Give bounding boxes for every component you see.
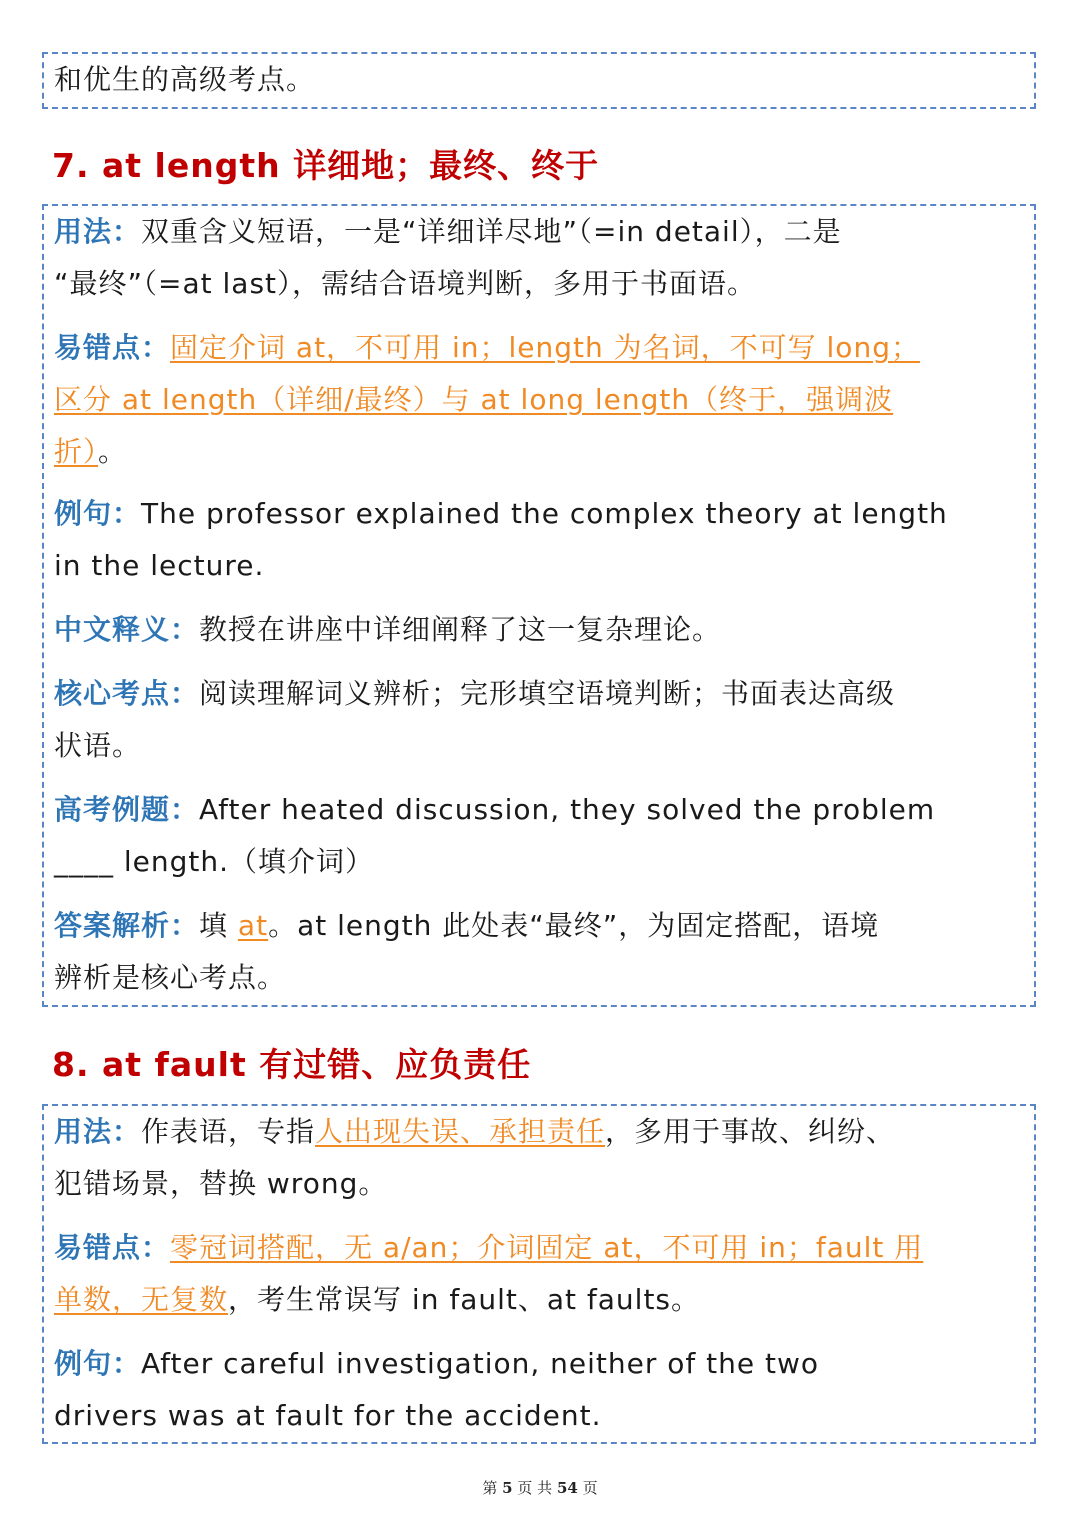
answer-line-2: 辨析是核心考点。 [54, 961, 287, 994]
footer-post: 页 [582, 1479, 598, 1497]
usage-text: 双重含义短语，一是“详细详尽地”（=in detail），二是 [141, 215, 842, 248]
meaning-text: 教授在讲座中详细阐释了这一复杂理论。 [199, 613, 722, 646]
example-line-2: drivers was at fault for the accident. [54, 1399, 602, 1432]
meaning-label: 中文释义： [54, 613, 200, 646]
mistake-line-1 [54, 1228, 923, 1268]
usage-pre: 作表语，专指 [141, 1115, 316, 1148]
usage-line-1 [54, 1112, 895, 1152]
footer-pre: 第 [482, 1479, 498, 1497]
mistake-highlight-3: 折） [54, 435, 99, 468]
mistake-line-2-post: ，考生常误写 in fault、at faults。 [228, 1283, 701, 1316]
example-text: The professor explained the complex theory at length [141, 497, 948, 530]
mistake-line-3 [54, 432, 127, 472]
exam-line-2: ____ length.（填介词） [54, 845, 375, 878]
footer-mid: 页 共 [517, 1479, 553, 1497]
answer-pre: 填 [199, 909, 238, 942]
meaning-line [54, 610, 721, 650]
exam-text: After heated discussion, they solved the problem [199, 793, 936, 826]
core-line-1 [54, 674, 895, 714]
mistake-line-3-end: 。 [98, 435, 128, 468]
section-7-box [42, 204, 1036, 1007]
exam-line-1 [54, 790, 935, 830]
page-footer [0, 1477, 1080, 1498]
mistake-line-1 [54, 328, 920, 368]
core-text: 阅读理解词义辨析；完形填空语境判断；书面表达高级 [199, 677, 896, 710]
current-page-number: 5 [502, 1479, 513, 1497]
mistake-line-2 [54, 380, 893, 420]
example-label: 例句： [54, 497, 142, 530]
usage-line-2: “最终”（=at last），需结合语境判断，多用于书面语。 [54, 267, 757, 300]
example-text: After careful investigation, neither of the two [141, 1347, 820, 1380]
core-label: 核心考点： [54, 677, 200, 710]
core-line-2: 状语。 [54, 729, 142, 762]
mistake-line-2 [54, 1280, 700, 1320]
usage-post: ，多用于事故、纠纷、 [605, 1115, 896, 1148]
mistake-label: 易错点： [54, 1231, 171, 1264]
mistake-highlight-2: 区分 at length（详细/最终）与 at long length（终于，强调波 [54, 383, 894, 416]
answer-label: 答案解析： [54, 909, 200, 942]
section-8-heading: 8. at fault 有过错、应负责任 [52, 1045, 532, 1084]
answer-post: 。at length 此处表“最终”，为固定搭配，语境 [268, 909, 880, 942]
mistake-highlight-1: 固定介词 at，不可用 in；length 为名词，不可写 long； [170, 331, 920, 364]
usage-label: 用法： [54, 1115, 142, 1148]
section-7-heading: 7. at length 详细地；最终、终于 [52, 146, 600, 185]
example-line-1 [54, 1344, 819, 1384]
example-line-1 [54, 494, 948, 534]
continuation-box [42, 52, 1036, 109]
section-8-box [42, 1104, 1036, 1444]
mistake-highlight-1: 零冠词搭配，无 a/an；介词固定 at，不可用 in；fault 用 [170, 1231, 924, 1264]
example-line-2: in the lecture. [54, 549, 265, 582]
example-label: 例句： [54, 1347, 142, 1380]
continuation-text: 和优生的高级考点。 [54, 63, 316, 96]
usage-highlight: 人出现失误、承担责任 [315, 1115, 606, 1148]
usage-line-2: 犯错场景，替换 wrong。 [54, 1167, 388, 1200]
usage-line-1 [54, 212, 842, 252]
mistake-highlight-2: 单数，无复数 [54, 1283, 229, 1316]
exam-label: 高考例题： [54, 793, 200, 826]
total-page-number: 54 [556, 1479, 578, 1497]
answer-line-1 [54, 906, 879, 946]
mistake-label: 易错点： [54, 331, 171, 364]
answer-highlight: at [237, 909, 269, 942]
usage-label: 用法： [54, 215, 142, 248]
